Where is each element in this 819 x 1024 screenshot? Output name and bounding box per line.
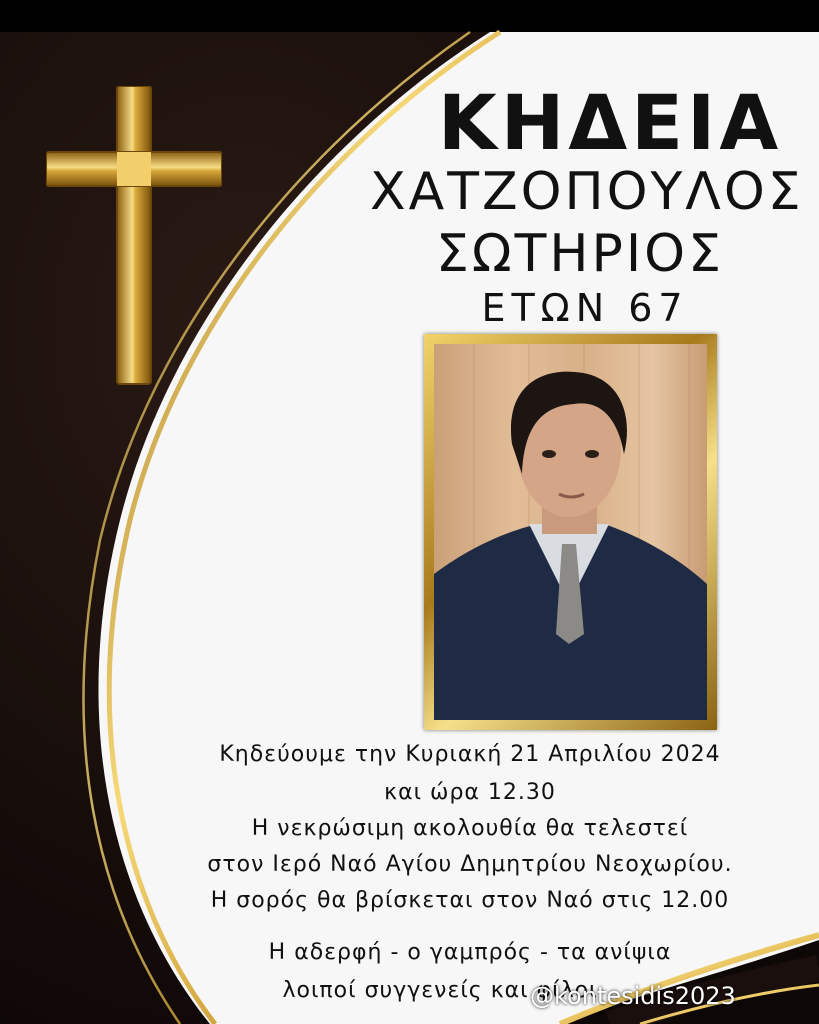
page-title: ΚΗΔΕΙΑ — [437, 78, 783, 167]
body-viewing-line: Η σορός θα βρίσκεται στον Ναό στις 12.00 — [210, 888, 730, 913]
deceased-first-name: ΣΩΤΗΡΙΟΣ — [436, 224, 724, 284]
cross-icon — [46, 86, 222, 386]
funeral-date-line: Κηδεύουμε την Κυριακή 21 Απριλίου 2024 — [219, 742, 721, 767]
service-line: Η νεκρώσιμη ακολουθία θα τελεστεί — [251, 816, 689, 841]
deceased-surname: ΧΑΤΖΟΠΟΥΛΟΣ — [370, 162, 804, 222]
mourners-line-2: λοιποί συγγενείς και φίλοι — [282, 978, 598, 1003]
watermark: @kontesidis2023 — [530, 982, 736, 1010]
portrait-frame — [424, 334, 717, 730]
portrait-illustration — [434, 344, 707, 720]
funeral-time-line: και ώρα 12.30 — [384, 780, 556, 805]
deceased-age: ΕΤΩΝ 67 — [481, 286, 689, 330]
portrait-photo — [434, 344, 707, 720]
mourners-line-1: Η αδερφή - ο γαμπρός - τα ανίψια — [268, 940, 672, 965]
church-line: στον Ιερό Ναό Αγίου Δημητρίου Νεοχωρίου. — [207, 852, 733, 877]
